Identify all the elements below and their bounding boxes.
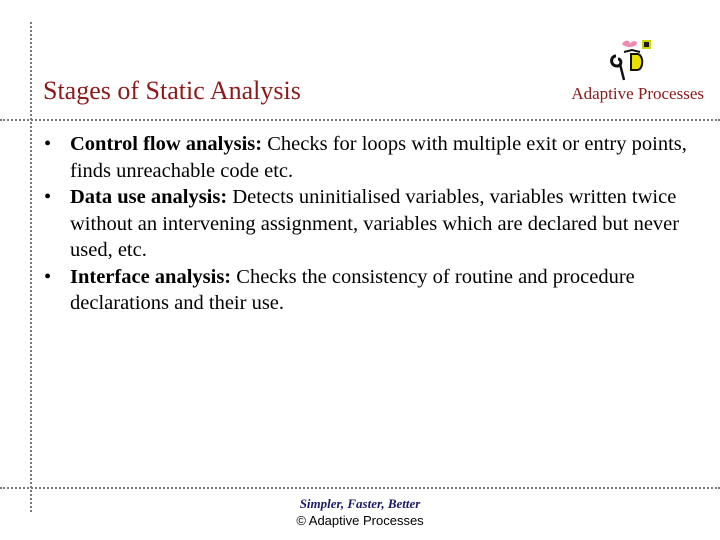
bullet-term: Data use analysis: — [70, 186, 228, 208]
footer-tagline: Simpler, Faster, Better — [299, 496, 421, 511]
brand-name: Adaptive Processes — [571, 84, 704, 103]
bullet-marker: • — [44, 186, 52, 208]
slide-title: Stages of Static Analysis — [43, 76, 301, 105]
bullet-text: Detects uninitialised variables, variables written twice without an intervening assignment, variables which are declared but never used, etc. — [70, 186, 680, 261]
bullet-text: Checks the consistency of routine and procedure declarations and their use. — [70, 265, 635, 314]
adaptive-processes-logo-icon — [606, 36, 664, 86]
footer-copyright: © Adaptive Processes — [296, 513, 424, 528]
bullet-list — [44, 131, 694, 317]
bullet-marker: • — [44, 265, 52, 288]
bullet-item — [44, 184, 694, 264]
left-dotted-rule — [30, 22, 32, 512]
header-dotted-rule — [0, 119, 720, 121]
bullet-text: Checks for loops with multiple exit or entry points, finds unreachable code etc. — [70, 133, 687, 182]
bullet-term: Control flow analysis: — [70, 133, 263, 155]
footer-dotted-rule — [0, 487, 720, 489]
bullet-marker: • — [44, 133, 52, 155]
bullet-item — [44, 264, 694, 317]
bullet-term: Interface analysis: — [70, 265, 232, 288]
bullet-item — [44, 131, 694, 184]
